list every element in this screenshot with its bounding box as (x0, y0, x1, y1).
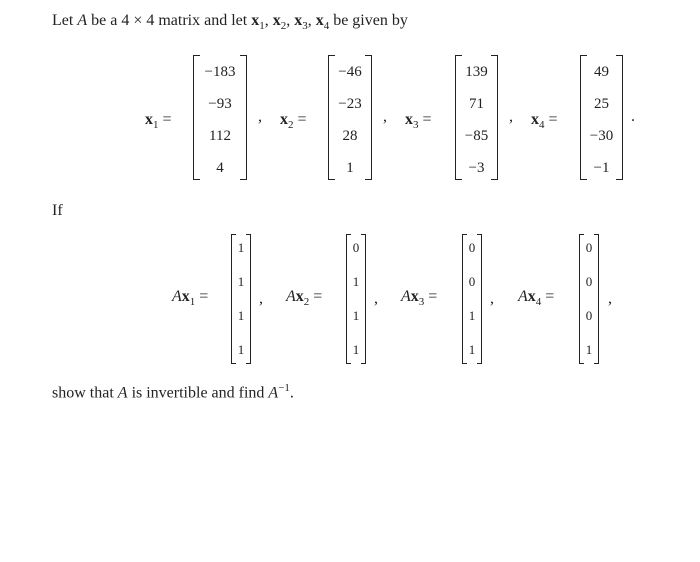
vector-x1-sub: 1 (153, 119, 159, 132)
vector-x1-matrix (193, 55, 247, 180)
product-ax2-matrix (346, 234, 366, 364)
vector-x4-entry-3: −30 (589, 128, 614, 144)
vector-x2-base: x (280, 111, 288, 128)
vector-x2-sub: 2 (288, 119, 294, 132)
intro-mid: be a 4 × 4 matrix and let (87, 12, 252, 29)
vector-x3-matrix (455, 55, 498, 180)
intro-x1: x (251, 12, 260, 29)
product-ax3-label (401, 288, 437, 308)
product-ax3-entry-4: 1 (468, 342, 476, 357)
vector-x3-entry-4: −3 (468, 160, 485, 176)
vector-x1-entry-1: −183 (204, 64, 236, 80)
product-ax4-sub: 4 (535, 296, 542, 309)
vector-x4-base: x (531, 111, 539, 128)
product-ax4-entry-4: 1 (585, 342, 593, 357)
product-ax4-base: x (527, 288, 536, 305)
vector-x4-matrix (580, 55, 623, 180)
vector-x2-comma: , (383, 108, 387, 125)
product-ax2-label (286, 288, 322, 308)
intro-x2: x (272, 12, 281, 29)
conclusion-pre: show that (52, 384, 118, 402)
vector-x3-sub: 3 (413, 119, 419, 132)
product-ax4-entry-2: 0 (585, 274, 593, 289)
vector-x4-entry-4: −1 (593, 160, 610, 176)
product-ax3-comma: , (490, 290, 494, 307)
vector-x4-sub: 4 (539, 119, 545, 132)
intro-sep-1: , (264, 12, 273, 29)
vector-x1-entry-3: 112 (209, 128, 231, 144)
conclusion-sentence (52, 382, 294, 402)
intro-var-a: A (77, 12, 88, 29)
intro-x4-sub: 4 (323, 20, 330, 33)
vector-x4-equals: = (548, 111, 558, 128)
product-ax3-entry-3: 1 (468, 308, 476, 323)
product-ax4-entry-1: 0 (585, 240, 593, 255)
vector-x4-label (531, 111, 558, 131)
product-ax2-equals: = (313, 288, 323, 305)
vector-x3-equals: = (422, 111, 432, 128)
product-ax1-entry-3: 1 (237, 308, 245, 323)
vector-x2-entry-4: 1 (346, 160, 354, 176)
intro-x3-sub: 3 (302, 20, 308, 33)
product-ax2-a: A (286, 288, 296, 305)
product-ax1-entry-1: 1 (237, 240, 245, 255)
product-ax1-a: A (172, 288, 182, 305)
product-ax4-entry-3: 0 (585, 308, 593, 323)
product-ax1-label (172, 288, 208, 308)
vector-x1-base: x (145, 111, 153, 128)
product-ax2-entry-3: 1 (352, 308, 360, 323)
vector-x2-equals: = (297, 111, 307, 128)
vector-x3-entry-3: −85 (464, 128, 489, 144)
product-ax3-entry-2: 0 (468, 274, 476, 289)
vector-x3-comma: , (509, 108, 513, 125)
product-ax2-entry-4: 1 (352, 342, 360, 357)
product-ax4-equals: = (545, 288, 555, 305)
product-ax1-equals: = (199, 288, 209, 305)
intro-post: be given by (329, 12, 408, 29)
intro-x2-sub: 2 (280, 20, 287, 33)
conclusion-var-a: A (117, 384, 128, 402)
product-ax4-a: A (518, 288, 528, 305)
vector-x1-label (145, 111, 172, 131)
vector-x2-entry-2: −23 (338, 96, 362, 112)
product-ax1-entry-4: 1 (237, 342, 245, 357)
intro-x1-sub: 1 (259, 20, 265, 33)
vector-x2-matrix (328, 55, 372, 180)
vector-x1-comma: , (258, 108, 262, 125)
product-ax1-entry-2: 1 (237, 274, 245, 289)
product-ax3-a: A (401, 288, 411, 305)
vector-x4-entry-2: 25 (594, 96, 609, 112)
product-ax2-entry-2: 1 (352, 274, 360, 289)
vector-x2-entry-3: 28 (342, 128, 358, 144)
intro-x4: x (315, 12, 324, 29)
product-ax1-sub: 1 (189, 296, 196, 309)
product-ax2-entry-1: 0 (352, 240, 360, 255)
conclusion-inv-base: A (268, 384, 279, 402)
product-ax4-matrix (579, 234, 599, 364)
if-label: If (52, 202, 63, 219)
vector-x1-entry-4: 4 (216, 160, 224, 176)
product-ax3-sub: 3 (418, 296, 425, 309)
conclusion-inv-sup: −1 (278, 382, 290, 394)
product-ax3-entry-1: 0 (468, 240, 476, 255)
product-ax4-comma: , (608, 290, 612, 307)
intro-pre: Let (52, 12, 78, 29)
product-ax1-base: x (181, 288, 190, 305)
product-ax4-label (518, 288, 554, 308)
vector-x3-label (405, 111, 432, 131)
product-ax3-base: x (410, 288, 419, 305)
product-ax1-comma: , (259, 290, 263, 307)
vector-x3-base: x (405, 111, 413, 128)
product-ax1-matrix (231, 234, 251, 364)
conclusion-mid: is invertible and find (127, 384, 269, 402)
vector-x3-entry-1: 139 (465, 64, 488, 80)
vector-x2-entry-1: −46 (338, 64, 362, 80)
product-ax2-base: x (295, 288, 304, 305)
product-ax2-sub: 2 (303, 296, 310, 309)
vector-x4-period: . (631, 108, 635, 125)
intro-sentence (52, 12, 408, 32)
vector-x2-label (280, 111, 307, 131)
vector-x1-entry-2: −93 (208, 96, 232, 112)
vector-x3-entry-2: 71 (469, 96, 484, 112)
intro-x3: x (294, 12, 303, 29)
vector-x1-equals: = (162, 111, 172, 128)
intro-sep-3: , (307, 12, 316, 29)
product-ax3-equals: = (428, 288, 438, 305)
intro-sep-2: , (286, 12, 295, 29)
conclusion-end: . (289, 384, 294, 402)
product-ax2-comma: , (374, 290, 378, 307)
product-ax3-matrix (462, 234, 482, 364)
vector-x4-entry-1: 49 (594, 64, 609, 80)
